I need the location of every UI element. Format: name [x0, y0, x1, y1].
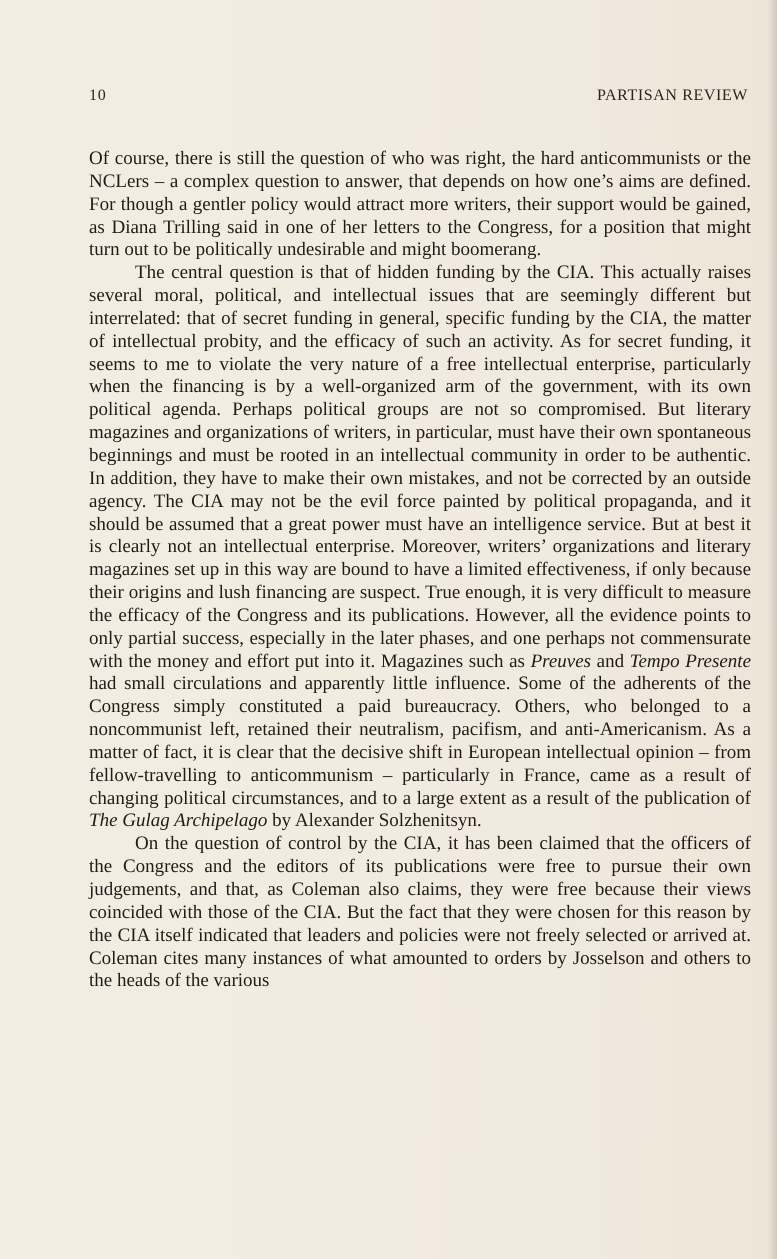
running-head [89, 87, 748, 111]
paragraph-cia-funding [89, 262, 751, 833]
book-title-gulag-archipelago: The Gulag Archipelago [89, 810, 268, 832]
author-reference: by Alexander Solzhenitsyn. [267, 810, 482, 832]
cia-funding-text: The central question is that of hidden funding by the CIA. This actually raises several moral, political, and intellectual issues that are seemingly different but interrelated: that of secret funding in general, specific funding by the CIA, the matter of intellectual probity, and the efficacy of such an activity. As for secret funding, it seems to me to violate the very nature of a free intellectual enterprise, particularly when the financing is by a well-organized arm of the government, with its own political agenda. Perhaps political groups are not so compromised. But literary magazines and organizations of writers, in particular, must have their own spontaneous beginnings and must be rooted in an intellectual community in order to be authentic. In addition, they have to make their own mistakes, and not be corrected by an outside agency. The CIA may not be the evil force painted by political propaganda, and it should be assumed that a great power must have an intelligence service. But at best it is clearly not an intellectual enterprise. Moreover, writers’ organizations and literary magazines set up in this way are bound to have a limited effectiveness, if only because their origins and lush financing are suspect. True enough, it is very difficult to measure the efficacy of the Congress and its publications. However, all the evidence points to only partial success, especially in the later phases, and one perhaps not commensurate with the money and effort put into it. Magazines such as [89, 262, 751, 672]
journal-title: PARTISAN REVIEW [596, 87, 748, 104]
paragraph-cia-control: On the question of control by the CIA, it has been claimed that the officers of the Congress and the editors of its publications were free to pursue their own judgements, and that, as Coleman also claims, they were free because their views coincided with those of the CIA. But the fact that they were chosen for this reason by the CIA itself indicated that leaders and policies were not freely selected or arrived at. Coleman cites many instances of what amounted to orders by Josselson and others to the heads of the various [89, 833, 751, 992]
circulation-text: had small circulations and apparently little influence. Some of the adherents of the Congress simply constituted a paid bureaucracy. Others, who belonged to a noncommunist left, retained their neutralism, pacifism, and anti-Americanism. As a matter of fact, it is clear that the decisive shift in European intellectual opinion – from fellow-travelling to anticommunism – particularly in France, came as a result of changing political circumstances, and to a large extent as a result of the publication of [89, 673, 751, 809]
page-edge-shadow [767, 0, 777, 1259]
body-text [89, 148, 751, 993]
magazine-preuves: Preuves [530, 650, 592, 672]
magazine-conjunction: and [591, 650, 630, 672]
magazine-tempo-presente: Tempo Presente [629, 650, 752, 672]
page-number: 10 [89, 87, 107, 104]
paragraph-nclers: Of course, there is still the question of who was right, the hard anticommunists or the NCLers – a complex question to answer, that depends on how one’s aims are defined. For though a gentler policy would attract more writers, their support would be gained, as Diana Trilling said in one of her letters to the Congress, for a position that might turn out to be politically undesirable and might boomerang. [89, 148, 751, 261]
